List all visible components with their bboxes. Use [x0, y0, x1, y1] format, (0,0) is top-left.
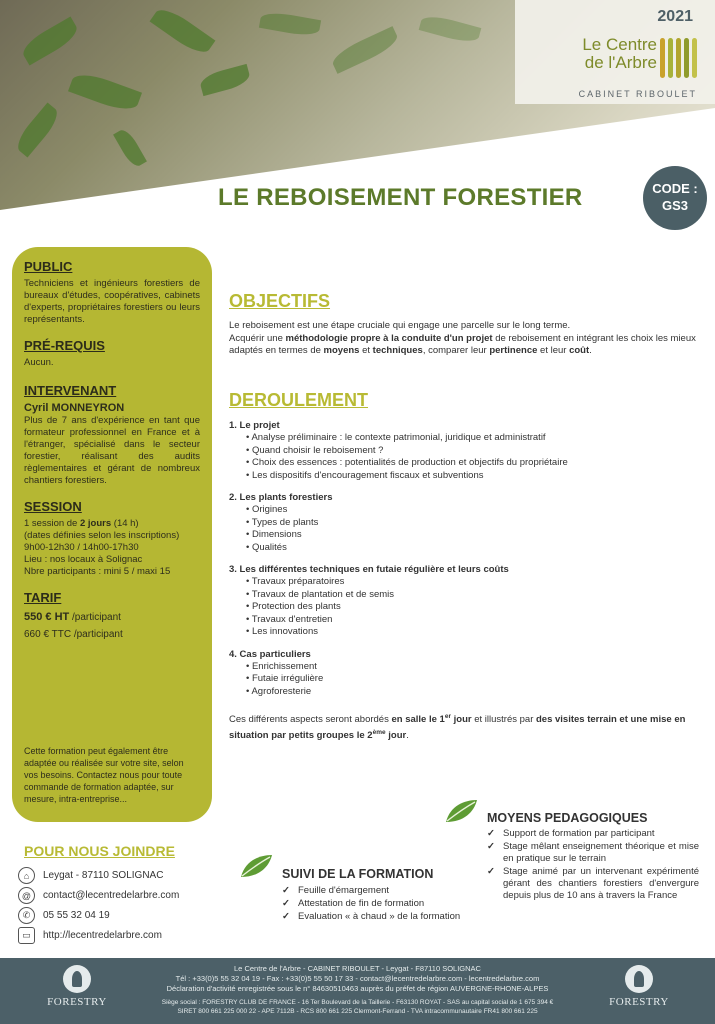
leaf-icon	[444, 798, 478, 824]
objectifs-text: Le reboisement est une étape cruciale qui engage une parcelle sur le long terme. Acquérir une méthodologie propre à la conduite d'un projet de reboisement en intégrant les choix les mieux adaptés en termes de moyens et techniques, comparer leur pertinence et leur coût.	[229, 320, 696, 356]
code-label: CODE :	[652, 181, 698, 196]
code-value: GS3	[661, 198, 688, 213]
phone-link[interactable]: 05 55 32 04 19	[43, 910, 110, 921]
footer-line4: Siège social : FORESTRY CLUB DE FRANCE - 16 Ter Boulevard de la Taillerie - F63130 ROYAT - SAS au capital social de 1 675 394 €	[161, 999, 554, 1006]
moyens-list	[487, 828, 699, 903]
list-item: • Enrichissement	[246, 661, 701, 674]
moyens-heading: MOYENS PEDAGOGIQUES	[487, 811, 648, 825]
suivi-list	[282, 885, 462, 924]
list-item: ✓ Support de formation par participant	[487, 828, 699, 840]
contact-website[interactable]	[18, 927, 162, 944]
website-icon: ▭	[18, 927, 35, 944]
footer-line1: Le Centre de l'Arbre - CABINET RIBOULET - Leygat - F87110 SOLIGNAC	[234, 964, 481, 973]
email-link[interactable]: contact@lecentredelarbre.com	[43, 890, 180, 901]
prereq-text: Aucun.	[24, 357, 54, 368]
session-line3: 9h00-12h30 / 14h00-17h30	[24, 542, 139, 553]
list-item: ✓ Attestation de fin de formation	[282, 898, 462, 910]
company-logo-text	[557, 36, 657, 72]
contact-phone[interactable]	[18, 907, 110, 924]
footer-line5: SIRET 800 661 225 000 22 - APE 7112B - RCS 800 661 225 Clermont-Ferrand - TVA intracommunautaire FR41 800 661 225	[177, 1008, 538, 1015]
forestry-logo-right: FORESTRY	[604, 965, 674, 1008]
list-item: • Quand choisir le reboisement ?	[246, 445, 701, 458]
prereq-heading: PRÉ-REQUIS	[24, 338, 105, 353]
list-item: • Dimensions	[246, 529, 701, 542]
deroulement-heading: DEROULEMENT	[229, 390, 368, 410]
list-item: • Choix des essences : potentialités de production et objectifs du propriétaire	[246, 457, 701, 470]
list-item: ✓ Evaluation « à chaud » de la formation	[282, 911, 462, 923]
deroulement-list	[229, 419, 701, 742]
custom-training-note: Cette formation peut également être adaptée ou réalisée sur votre site, selon vos besoins. Contactez nous pour toute commande de formation adaptée, sur mesure, intra-entreprise...	[24, 746, 184, 804]
list-item: • Travaux d'entretien	[246, 614, 701, 627]
phone-icon: ✆	[18, 907, 35, 924]
program-step: 3. Les différentes techniques en futaie régulière et leurs coûts • Travaux préparatoires • Travaux de plantation et de semis • Protection des plants • Travaux d'entretien • Les innovations	[229, 563, 701, 639]
contact-heading: POUR NOUS JOINDRE	[24, 843, 175, 859]
session-line2: (dates définies selon les inscriptions)	[24, 530, 180, 541]
logo-line2: de l'Arbre	[584, 53, 657, 72]
list-item: • Les innovations	[246, 626, 701, 639]
year-label: 2021	[657, 8, 693, 25]
objectifs-heading: OBJECTIFS	[229, 291, 331, 311]
tarif-heading: TARIF	[24, 590, 62, 605]
logo-line1: Le Centre	[582, 35, 657, 54]
tree-icon	[625, 965, 653, 993]
contact-address: ⌂ Leygat - 87110 SOLIGNAC	[18, 867, 163, 884]
list-item: • Travaux préparatoires	[246, 576, 701, 589]
price-ttc: 660 € TTC /participant	[24, 629, 123, 640]
contact-email[interactable]	[18, 887, 179, 904]
list-item: • Travaux de plantation et de semis	[246, 589, 701, 602]
session-line5: Nbre participants : mini 5 / maxi 15	[24, 566, 171, 577]
price-ht: 550 € HT /participant	[24, 611, 121, 623]
list-item: • Qualités	[246, 542, 701, 555]
logo-bars-icon	[660, 38, 697, 78]
list-item: • Origines	[246, 504, 701, 517]
intervenant-name: Cyril MONNEYRON	[24, 402, 125, 414]
footer-line2: Tél : +33(0)5 55 32 04 19 - Fax : +33(0)5 55 50 17 33 - contact@lecentredelarbre.com - lecentredelarbre.com	[175, 974, 540, 983]
session-line1: 1 session de 2 jours (14 h)	[24, 518, 139, 529]
list-item: • Analyse préliminaire : le contexte patrimonial, juridique et administratif	[246, 432, 701, 445]
website-link[interactable]: http://lecentredelarbre.com	[43, 930, 162, 941]
info-sidebar	[12, 247, 212, 822]
list-item: ✓ Feuille d'émargement	[282, 885, 462, 897]
list-item: • Futaie irrégulière	[246, 673, 701, 686]
tree-icon	[63, 965, 91, 993]
session-line4: Lieu : nos locaux à Solignac	[24, 554, 143, 565]
suivi-heading: SUIVI DE LA FORMATION	[282, 867, 434, 881]
footer-line3: Déclaration d'activité enregistrée sous le n° 84630510463 auprès du préfet de région AUVERGNE-RHONE-ALPES	[166, 984, 549, 993]
forestry-logo-left: FORESTRY	[42, 965, 112, 1008]
leaf-icon	[239, 853, 273, 879]
public-text: Techniciens et ingénieurs forestiers de bureaux d'études, coopératives, cabinets d'experts, propriétaires forestiers ou leurs représentants.	[24, 278, 200, 325]
program-step: 1. Le projet • Analyse préliminaire : le contexte patrimonial, juridique et administratif • Quand choisir le reboisement ? • Choix des essences : potentialités de production et objectifs du propriétaire • Les dispositifs d'encouragement fiscaux et subventions	[229, 419, 701, 482]
email-icon: @	[18, 887, 35, 904]
location-icon: ⌂	[18, 867, 35, 884]
list-item: • Types de plants	[246, 517, 701, 530]
program-step: 2. Les plants forestiers • Origines • Types de plants • Dimensions • Qualités	[229, 491, 701, 554]
public-heading: PUBLIC	[24, 259, 73, 274]
list-item: ✓ Stage animé par un intervenant expérimenté gérant des chantiers forestiers d'envergure depuis plus de 10 ans à travers la France	[487, 866, 699, 902]
logo-subtitle: CABINET RIBOULET	[578, 89, 697, 99]
list-item: • Protection des plants	[246, 601, 701, 614]
page-footer	[0, 958, 715, 1024]
intervenant-heading: INTERVENANT	[24, 383, 117, 398]
deroulement-closing: Ces différents aspects seront abordés en salle le 1er jour et illustrés par des visites terrain et une mise en situation par petits groupes le 2ème jour.	[229, 713, 686, 742]
session-heading: SESSION	[24, 499, 82, 514]
program-step: 4. Cas particuliers • Enrichissement • Futaie irrégulière • Agroforesterie	[229, 648, 701, 699]
list-item: ✓ Stage mêlant enseignement théorique et mise en pratique sur le terrain	[487, 841, 699, 865]
page-title: LE REBOISEMENT FORESTIER	[218, 184, 583, 211]
list-item: • Les dispositifs d'encouragement fiscaux et subventions	[246, 470, 701, 483]
intervenant-text: Plus de 7 ans d'expérience en tant que formateur professionnel en France et à l'étranger, spécialisé dans le secteur forestier, réalisant des audits règlementaires et gérant de nombreux chantiers forestiers.	[24, 415, 200, 486]
list-item: • Agroforesterie	[246, 686, 701, 699]
course-code-badge	[643, 166, 707, 230]
